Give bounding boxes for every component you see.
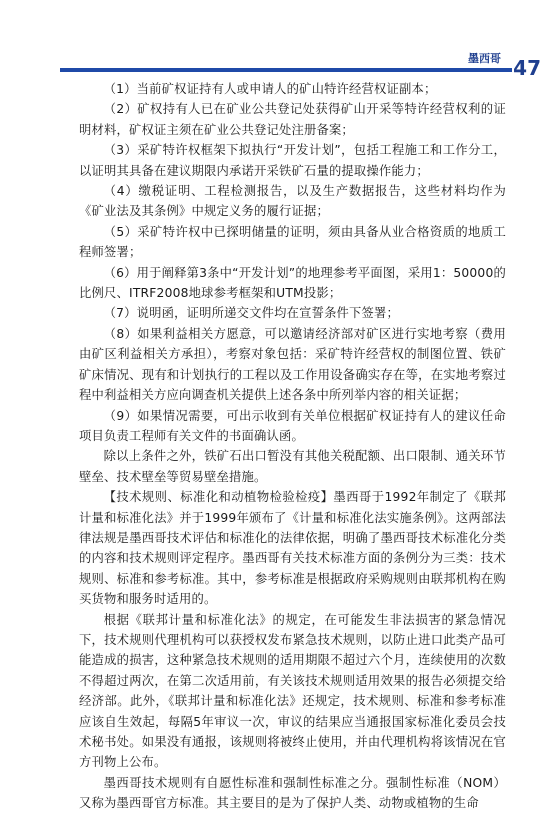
page-body xyxy=(79,79,506,814)
page-number: 47 xyxy=(513,56,541,80)
paragraph-standards-types: 墨西哥技术规则有自愿性标准和强制性标准之分。强制性标准（NOM）又称为墨西哥官方标准。其主要目的是为了保护人类、动物或植物的生命 xyxy=(79,775,506,811)
paragraph-item-7: （7）说明函，证明所递交文件均在宣誓条件下签署； xyxy=(103,306,400,321)
paragraph-item-4: （4）缴税证明、工程检测报告，以及生产数据报告，这些材料均作为《矿业法及其条例》中规定义务的履行证据； xyxy=(79,184,506,219)
paragraph-item-5: （5）采矿特许权中已探明储量的证明，须由具备从业合格资质的地质工程师签署； xyxy=(79,224,506,260)
paragraph-item-1: （1）当前矿权证持有人或申请人的矿山特许经营权证副本； xyxy=(103,82,437,96)
header-rule xyxy=(60,68,512,72)
paragraph-trade-barriers: 除以上条件之外，铁矿石出口暂没有其他关税配额、出口限制、通关环节壁垒、技术壁垒等贸易壁垒措施。 xyxy=(79,449,506,484)
paragraph-item-9: （9）如果情况需要，可出示收到有关单位根据矿权证持有人的建议任命项目负责工程师有关文件的书面确认函。 xyxy=(79,408,506,443)
paragraph-technical-rules: 【技术规则、标准化和动植物检验检疫】墨西哥于1992年制定了《联邦计量和标准化法》并于1999年颁布了《计量和标准化法实施条例》。这两部法律法规是墨西哥技术评估和标准化的法律依据，明确了墨西哥技术标准化分类的内容和技术规则评定程序。墨西哥有关技术标准方面的条例分为三类：技术规则、标准和参考标准。其中，参考标准是根据政府采购规则由联邦机构在购买货物和服务时适用的。 xyxy=(79,490,506,607)
paragraph-item-6: （6）用于阐释第3条中“开发计划”的地理参考平面图，采用1：50000的比例尺、ITRF2008地球参考框架和UTM投影； xyxy=(79,265,506,301)
running-header-country: 墨西哥 xyxy=(468,52,501,65)
paragraph-item-2: （2）矿权持有人已在矿业公共登记处获得矿山开采等特许经营权利的证明材料，矿权证主须在矿业公共登记处注册备案； xyxy=(79,102,506,137)
paragraph-emergency-rules: 根据《联邦计量和标准化法》的规定，在可能发生非法损害的紧急情况下，技术规则代理机构可以获授权发布紧急技术规则，以防止进口此类产品可能造成的损害，这种紧急技术规则的适用期限不超过六个月，连续使用的次数不得超过两次，在第二次适用前，有关该技术规则适用效果的报告必须提交给经济部。此外，《联邦计量和标准化法》还规定，技术规则、标准和参考标准应该自生效起，每隔5年审议一次，审议的结果应当通报国家标准化委员会技术秘书处。如果没有通报，该规则将被终止使用，并由代理机构将该情况在官方刊物上公布。 xyxy=(79,612,506,770)
page-header xyxy=(0,0,559,80)
paragraph-item-3: （3）采矿特许权框架下拟执行“开发计划”，包括工程施工和工作分工，以证明其具备在建议期限内承诺开采铁矿石量的提取操作能力； xyxy=(79,143,506,178)
paragraph-item-8: （8）如果利益相关方愿意，可以邀请经济部对矿区进行实地考察（费用由矿区利益相关方承担），考察对象包括：采矿特许经营权的制图位置、铁矿矿床情况、现有和计划执行的工程以及工作用设备确实存在等，在实地考察过程中利益相关方应向调查机关提供上述各条中所列举内容的相关证据； xyxy=(79,326,506,403)
